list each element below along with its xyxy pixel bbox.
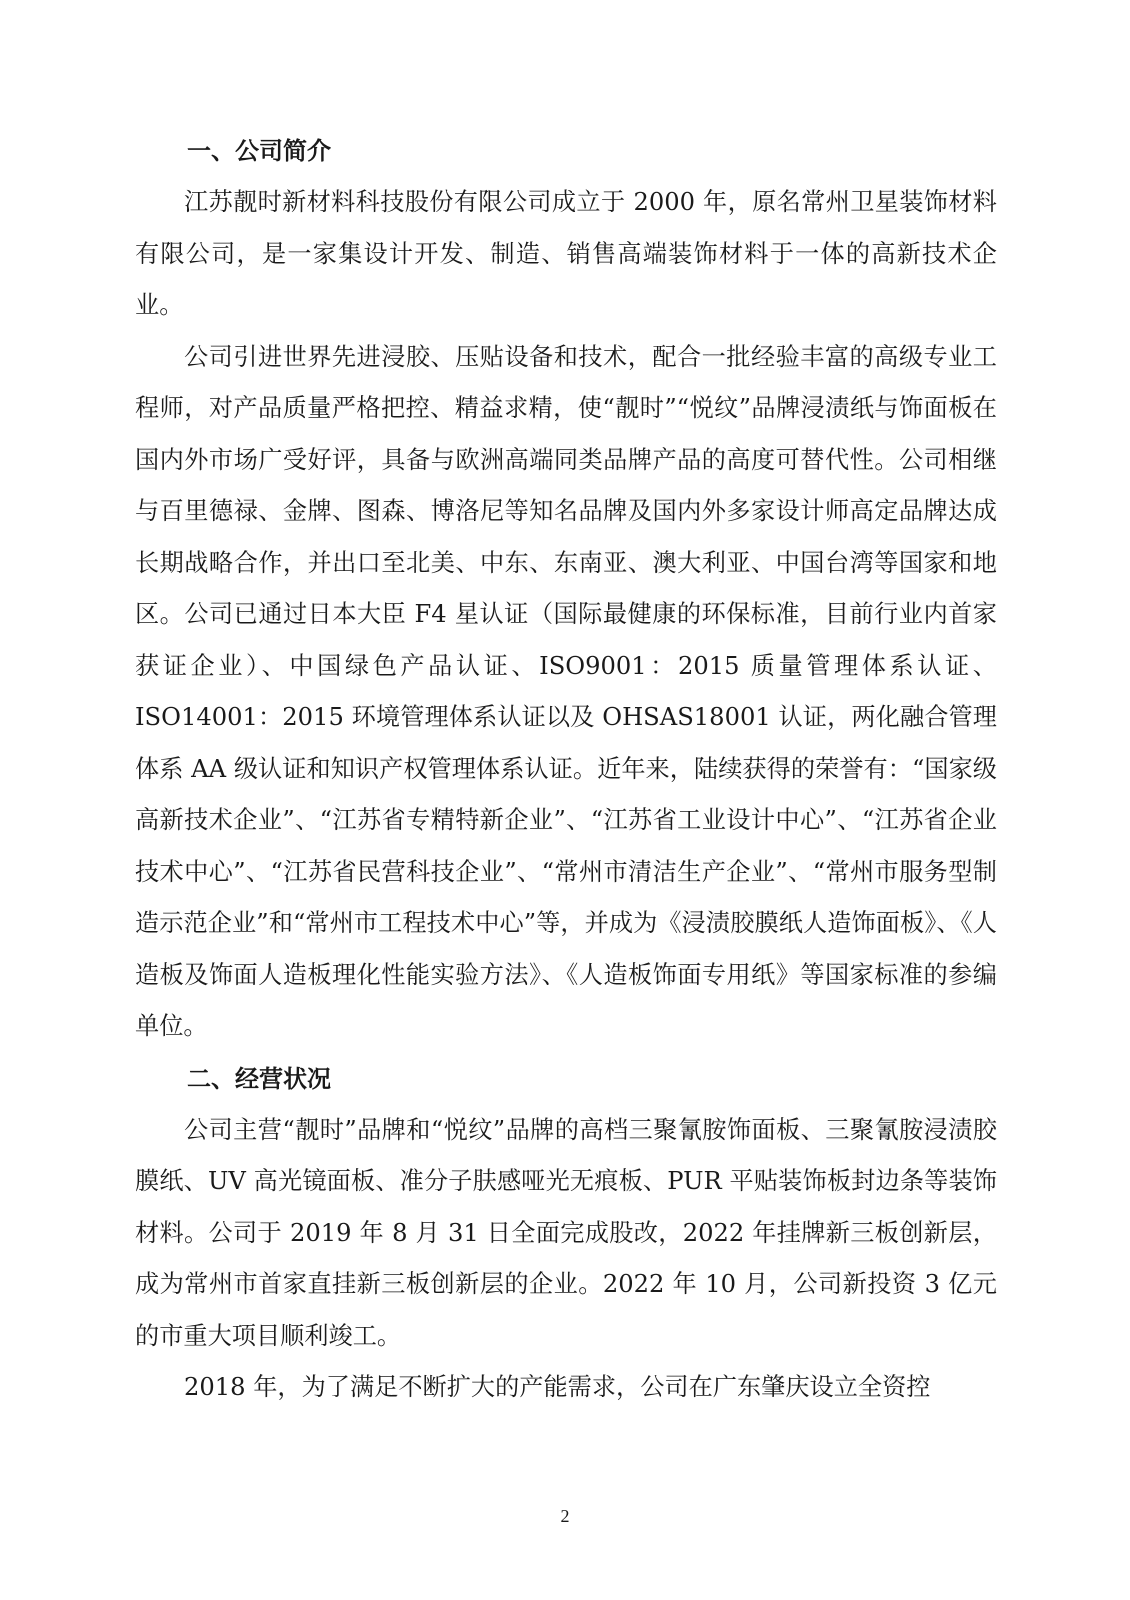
paragraph-main-products: 公司主营“靓时”品牌和“悦纹”品牌的高档三聚氰胺饰面板、三聚氰胺浸渍胶膜纸、UV 高光镜面板、准分子肤感哑光无痕板、PUR 平贴装饰板封边条等装饰材料。公司于 2019 年 8 月 31 日全面完成股改，2022 年挂牌新三板创新层，成为常州市首家直挂新三板创新层的企业。2022 年 10 月，公司新投资 3 亿元的市重大项目顺利竣工。 [135,1115,997,1350]
document-page [135,125,997,1414]
section-heading-business-status: 二、经营状况 [187,1064,331,1093]
paragraph-2018-expansion: 2018 年，为了满足不断扩大的产能需求，公司在广东肇庆设立全资控 [184,1373,931,1401]
paragraph-company-technology-and-honors: 公司引进世界先进浸胶、压贴设备和技术，配合一批经验丰富的高级专业工程师，对产品质量严格把控、精益求精，使“靓时”“悦纹”品牌浸渍纸与饰面板在国内外市场广受好评，具备与欧洲高端同类品牌产品的高度可替代性。公司相继与百里德禄、金牌、图森、博洛尼等知名品牌及国内外多家设计师高定品牌达成长期战略合作，并出口至北美、中东、东南亚、澳大利亚、中国台湾等国家和地区。公司已通过日本大臣 F4 星认证（国际最健康的环保标准，目前行业内首家获证企业）、中国绿色产品认证、ISO9001：2015 质量管理体系认证、ISO14001：2015 环境管理体系认证以及 OHSAS18001 认证，两化融合管理体系 AA 级认证和知识产权管理体系认证。近年来，陆续获得的荣誉有：“国家级高新技术企业”、“江苏省专精特新企业”、“江苏省工业设计中心”、“江苏省企业技术中心”、“江苏省民营科技企业”、“常州市清洁生产企业”、“常州市服务型制造示范企业”和“常州市工程技术中心”等，并成为《浸渍胶膜纸人造饰面板》、《人造板及饰面人造板理化性能实验方法》、《人造板饰面专用纸》等国家标准的参编单位。 [135,342,997,1040]
section-heading-company-profile: 一、公司简介 [187,137,331,165]
page-number: 2 [560,1506,570,1526]
paragraph-company-founding: 江苏靓时新材料科技股份有限公司成立于 2000 年，原名常州卫星装饰材料有限公司，是一家集设计开发、制造、销售高端装饰材料于一体的高新技术企业。 [135,188,997,319]
